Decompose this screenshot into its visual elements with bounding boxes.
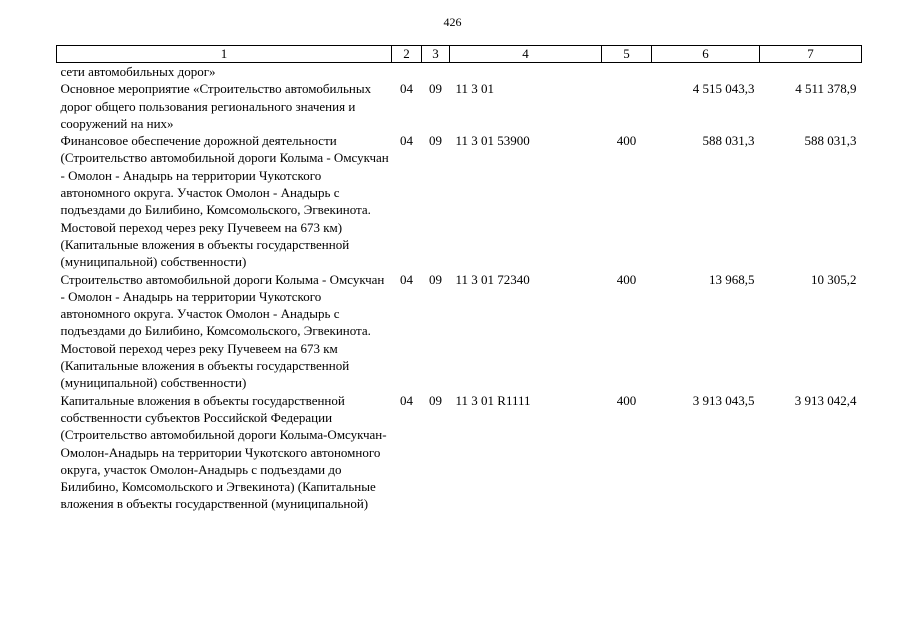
row-rz: 04	[400, 271, 413, 287]
table-row	[57, 132, 862, 270]
header-col-2: 2	[392, 46, 422, 63]
row-name-cell	[57, 63, 392, 133]
table-row	[57, 63, 862, 133]
row-sum-2: 588 031,3	[804, 133, 857, 149]
row-csr: 11 3 01 R1111	[455, 392, 531, 408]
row-pr: 09	[429, 133, 442, 149]
header-col-4: 4	[450, 46, 602, 63]
row-csr: 11 3 01 72340	[455, 271, 530, 287]
table-header	[57, 46, 862, 63]
row-vr: 400	[616, 271, 637, 287]
row-csr: 11 3 01 53900	[455, 133, 530, 149]
table-body	[57, 63, 862, 513]
header-row	[57, 46, 862, 63]
header-col-3: 3	[422, 46, 450, 63]
row-sum-1: 588 031,3	[702, 133, 755, 149]
row-sum-1: 3 913 043,5	[692, 392, 755, 408]
row-pr: 09	[429, 81, 442, 97]
row-name: Капитальные вложения в объекты государственной собственности субъектов Российской Федерации (Строительство автомобильной дороги Колыма-Омсукчан-Омолон-Анадырь на территории Чукотского автономного округа, участок Омолон-Анадырь с подъездами до Билибино, Комсомольского и Эгвекинота) (Капитальные вложения в объекты государственной (муниципальной)	[60, 392, 387, 512]
header-col-6: 6	[652, 46, 760, 63]
header-col-5: 5	[602, 46, 652, 63]
row-vr: 400	[616, 133, 637, 149]
row-sum-1: 4 515 043,3	[692, 81, 755, 97]
row-sum-2: 4 511 378,9	[795, 81, 857, 97]
table-row	[57, 392, 862, 513]
row-csr: 11 3 01	[455, 81, 495, 97]
row-name: Финансовое обеспечение дорожной деятельности (Строительство автомобильной дороги Колыма - Омсукчан - Омолон - Анадырь на территории Чукотского автономного округа. Участок Омолон - Анадырь с подъездами до Билибино, Комсомольского, Эгвекинота. Мостовой переход через реку Пучевеем на 673 км) (Капитальные вложения в объекты государственной (муниципальной) собственности)	[60, 133, 389, 270]
header-col-7: 7	[760, 46, 862, 63]
row-sum-2: 10 305,2	[811, 271, 857, 287]
row-rz: 04	[400, 81, 413, 97]
row-sum-1: 13 968,5	[709, 271, 755, 287]
budget-table	[56, 45, 862, 513]
header-col-1: 1	[57, 46, 392, 63]
row-rz: 04	[400, 133, 413, 149]
row-vr	[602, 63, 652, 133]
table-row	[57, 271, 862, 392]
row-name: Основное мероприятие «Строительство автомобильных дорог общего пользования регионального значения и сооружений на них»	[60, 81, 372, 131]
row-pr: 09	[429, 271, 442, 287]
row-rz: 04	[400, 392, 413, 408]
row-name: Строительство автомобильной дороги Колыма - Омсукчан - Омолон - Анадырь на территории Чукотского автономного округа. Участок Омолон - Анадырь с подъездами до Билибино, Комсомольского, Эгвекинота. Мостовой переход через реку Пучевеем на 673 км (Капитальные вложения в объекты государственной (муниципальной) собственности)	[60, 271, 385, 391]
row-pr: 09	[429, 392, 442, 408]
page-number: 426	[443, 15, 462, 29]
continuation-text: сети автомобильных дорог»	[60, 64, 216, 79]
row-vr: 400	[616, 392, 637, 408]
row-sum-2: 3 913 042,4	[794, 392, 857, 408]
